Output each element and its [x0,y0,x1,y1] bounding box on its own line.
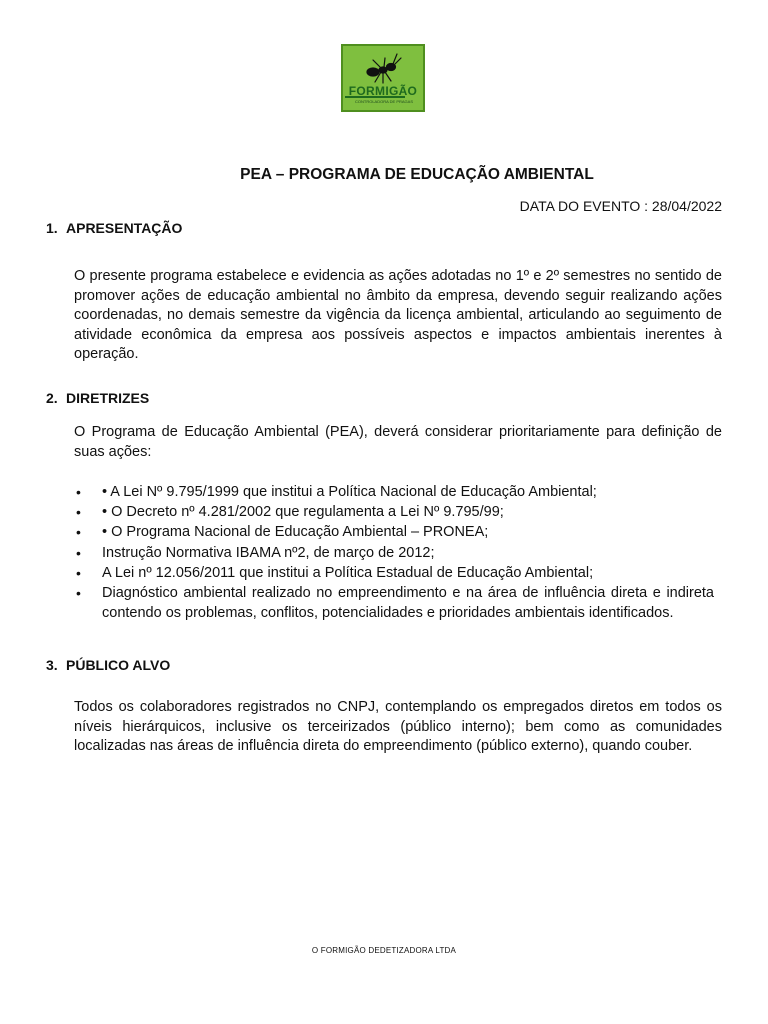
list-item [74,583,714,623]
list-item [74,502,714,522]
bullet-icon: • [76,585,81,602]
section-number: 3. [46,657,58,673]
list-item [74,543,714,563]
list-item [74,563,714,583]
section-heading-apresentacao [46,220,182,236]
section-text-diretrizes: O Programa de Educação Ambiental (PEA), deverá considerar prioritariamente para definição de suas ações: [74,424,722,460]
guidelines-list [74,482,714,623]
section-number: 2. [46,390,58,406]
section-title: PÚBLICO ALVO [66,657,171,673]
logo-subtitle: CONTROLADORA DE PRAGAS [354,99,413,104]
list-item-text: Instrução Normativa IBAMA nº2, de março de 2012; [102,544,435,561]
event-date: DATA DO EVENTO : 28/04/2022 [519,198,722,214]
list-item [74,482,714,502]
list-item-text: • O Decreto nº 4.281/2002 que regulamenta a Lei Nº 9.795/99; [102,504,504,521]
list-item-text: A Lei nº 12.056/2011 que institui a Política Estadual de Educação Ambiental; [102,564,594,581]
bullet-icon: • [76,484,81,500]
page-title: PEA – PROGRAMA DE EDUCAÇÃO AMBIENTAL [240,166,594,183]
page-footer: O FORMIGÃO DEDETIZADORA LTDA [311,946,457,955]
section-title: APRESENTAÇÃO [66,220,183,236]
list-item-text: • O Programa Nacional de Educação Ambiental – PRONEA; [102,524,489,541]
list-item [74,522,714,542]
section-title: DIRETRIZES [66,390,150,406]
bullet-icon: • [76,524,81,541]
section-text-apresentacao: O presente programa estabelece e evidencia as ações adotadas no 1º e 2º semestres no sentido de promover ações de educação ambiental no âmbito da empresa, devendo seguir realizando ações coordenadas, no demais semestre da vigência da licença ambiental, articulando ao seguimento de atividade econômica da empresa aos possíveis aspectos e impactos ambientais inerentes à operação. [74,268,722,363]
section-heading-diretrizes [46,390,149,406]
logo-wordmark: FORMIGÃO [348,84,418,98]
list-item-text: Diagnóstico ambiental realizado no empreendimento e na área de influência direta e indireta contendo os problemas, conflitos, potencialidades e prioridades ambientais identificados. [102,585,714,622]
list-item-text: • A Lei Nº 9.795/1999 que institui a Política Nacional de Educação Ambiental; [102,484,597,500]
section-number: 1. [46,220,58,236]
bullet-icon: • [76,544,81,561]
section-heading-publico-alvo [46,657,170,673]
section-text-publico-alvo: Todos os colaboradores registrados no CNPJ, contemplando os empregados diretos em todos os níveis hierárquicos, inclusive os terceirizados (público interno); bem como as comunidades localizadas nas áreas de influência direta do empreendimento (público externo), quando couber. [74,699,722,755]
company-logo [341,44,425,112]
bullet-icon: • [76,564,81,581]
bullet-icon: • [76,504,81,521]
